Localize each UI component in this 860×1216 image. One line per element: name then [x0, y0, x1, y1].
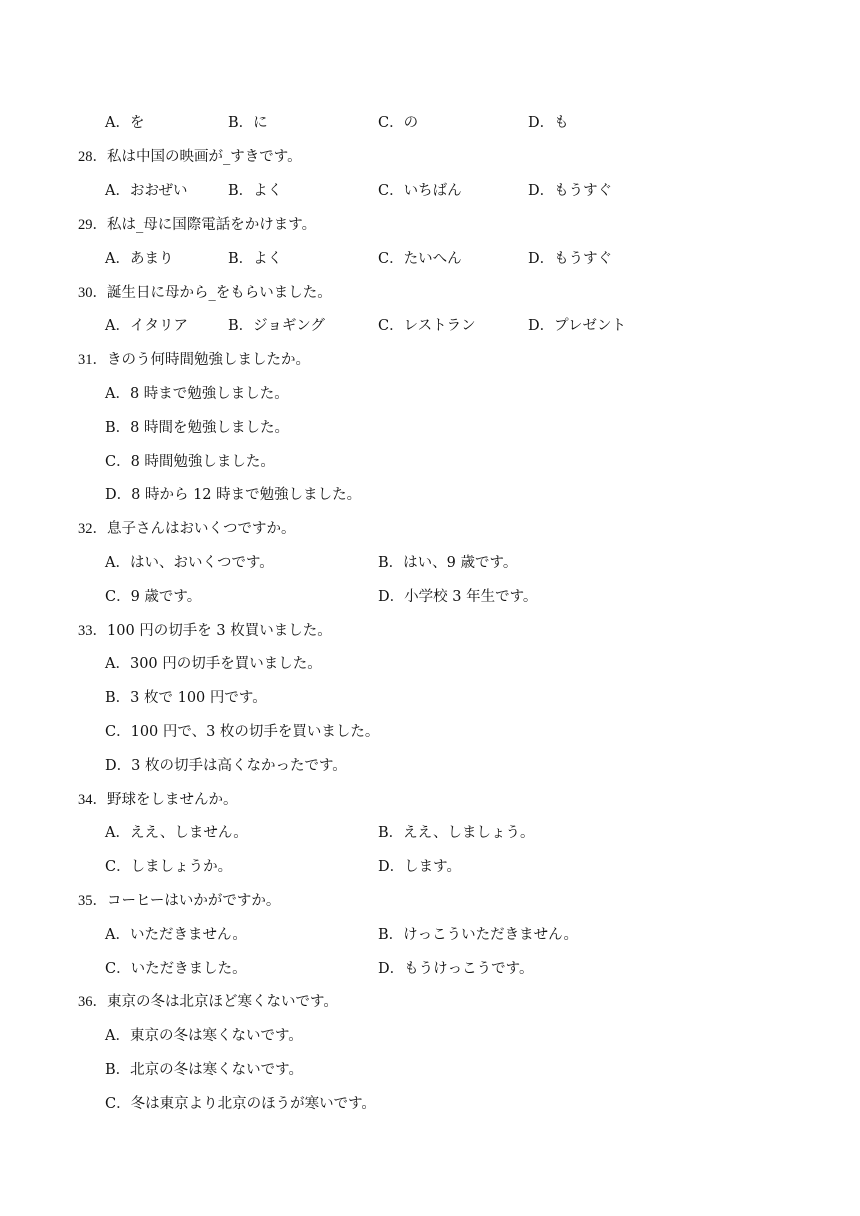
- question-text: 私は中国の映画が_すきです。: [107, 149, 302, 165]
- question-stem: [0, 145, 860, 167]
- option-c: C．100 円で、3 枚の切手を買いました。: [105, 724, 380, 740]
- options-row: [0, 957, 860, 979]
- option-b: B．よく: [228, 251, 283, 267]
- option-d: D．もうすぐ: [528, 251, 613, 267]
- option-c: C．9 歳です。: [105, 589, 202, 605]
- option-d: D．します。: [378, 859, 461, 875]
- option-a: A．いただきません。: [105, 927, 247, 943]
- option-c: C．たいへん: [378, 251, 462, 267]
- option-b: B．8 時間を勉強しました。: [105, 420, 289, 436]
- option-a: A．はい、おいくつです。: [105, 555, 274, 571]
- options-row: [0, 855, 860, 877]
- option-c: C．レストラン: [378, 318, 476, 334]
- question-number: 33．: [78, 623, 107, 639]
- option-a: A．8 時まで勉強しました。: [105, 386, 289, 402]
- option-b: B．けっこういただきません。: [378, 927, 579, 943]
- option-c: C．いちばん: [378, 183, 462, 199]
- option-a: A．あまり: [105, 251, 174, 267]
- option-c: C．の: [378, 115, 419, 131]
- options-row: [0, 450, 860, 472]
- options-row: [0, 821, 860, 843]
- option-b: B．ジョギング: [228, 318, 325, 334]
- option-b: B．に: [228, 115, 268, 131]
- options-row: [0, 923, 860, 945]
- options-row: [0, 1092, 860, 1114]
- option-b: B．はい、9 歳です。: [378, 555, 518, 571]
- option-d: D．3 枚の切手は高くなかったです。: [105, 758, 347, 774]
- options-row: [0, 1058, 860, 1080]
- question-text: 100 円の切手を 3 枚買いました。: [107, 623, 332, 639]
- question-stem: [0, 281, 860, 303]
- question-text: 野球をしませんか。: [107, 792, 238, 808]
- option-a: A．を: [105, 115, 145, 131]
- option-a: A．東京の冬は寒くないです。: [105, 1028, 303, 1044]
- question-stem: [0, 619, 860, 641]
- question-number: 32．: [78, 521, 107, 537]
- question-stem: [0, 348, 860, 370]
- question-number: 31．: [78, 352, 107, 368]
- question-number: 36．: [78, 994, 107, 1010]
- question-stem: [0, 990, 860, 1012]
- question-text: 誕生日に母から_をもらいました。: [107, 285, 332, 301]
- option-b: B．ええ、しましょう。: [378, 825, 535, 841]
- options-row: [0, 720, 860, 742]
- question-stem: [0, 517, 860, 539]
- options-row: [0, 416, 860, 438]
- option-d: D．もうけっこうです。: [378, 961, 534, 977]
- option-d: D．小学校 3 年生です。: [378, 589, 538, 605]
- question-stem: [0, 788, 860, 810]
- options-row: [0, 247, 860, 269]
- options-row: [0, 483, 860, 505]
- options-row: [0, 754, 860, 776]
- option-b: B．よく: [228, 183, 283, 199]
- options-row: [0, 585, 860, 607]
- question-stem: [0, 889, 860, 911]
- option-d: D．もうすぐ: [528, 183, 613, 199]
- option-c: C．8 時間勉強しました。: [105, 454, 275, 470]
- question-text: 私は_母に国際電話をかけます。: [107, 217, 317, 233]
- options-row: [0, 652, 860, 674]
- option-a: A．イタリア: [105, 318, 188, 334]
- question-stem: [0, 213, 860, 235]
- options-row: [0, 382, 860, 404]
- question-number: 35．: [78, 893, 107, 909]
- options-row: [0, 551, 860, 573]
- question-text: 息子さんはおいくつですか。: [107, 521, 296, 537]
- question-text: きのう何時間勉強しましたか。: [107, 352, 310, 368]
- option-b: B．北京の冬は寒くないです。: [105, 1062, 303, 1078]
- question-number: 29．: [78, 217, 107, 233]
- option-c: C．いただきました。: [105, 961, 247, 977]
- option-a: A．300 円の切手を買いました。: [105, 656, 322, 672]
- option-d: D．8 時から 12 時まで勉強しました。: [105, 487, 362, 503]
- options-row: [0, 1024, 860, 1046]
- options-row: [0, 111, 860, 133]
- options-row: [0, 686, 860, 708]
- options-row: [0, 179, 860, 201]
- option-d: D．も: [528, 115, 569, 131]
- option-b: B．3 枚で 100 円です。: [105, 690, 267, 706]
- option-a: A．おおぜい: [105, 183, 188, 199]
- option-d: D．プレゼント: [528, 318, 627, 334]
- options-row: [0, 314, 860, 336]
- option-c: C．しましょうか。: [105, 859, 233, 875]
- question-number: 30．: [78, 285, 107, 301]
- option-a: A．ええ、しません。: [105, 825, 248, 841]
- option-c: C．冬は東京より北京のほうが寒いです。: [105, 1096, 376, 1112]
- question-text: コーヒーはいかがですか。: [107, 893, 281, 909]
- question-number: 34．: [78, 792, 107, 808]
- question-text: 東京の冬は北京ほど寒くないです。: [107, 994, 338, 1010]
- question-number: 28．: [78, 149, 107, 165]
